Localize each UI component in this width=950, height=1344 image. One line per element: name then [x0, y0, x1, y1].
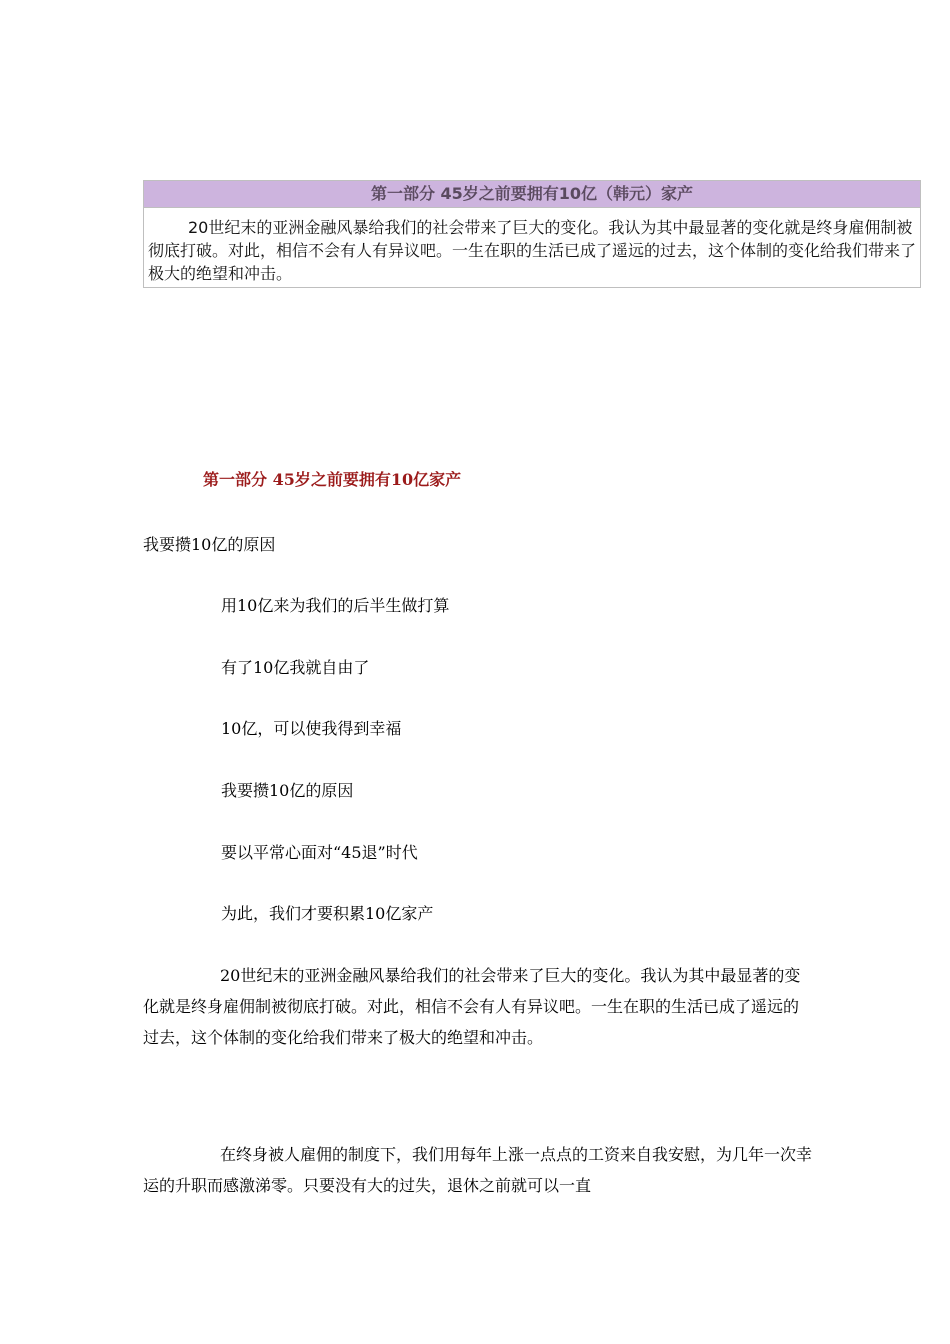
toc-item: 为此，我们才要积累10亿家产: [221, 904, 434, 923]
toc-item: 要以平常心面对“45退”时代: [221, 843, 418, 862]
document-title: 第一部分 45岁之前要拥有10亿家产: [203, 470, 462, 489]
section-heading: 我要攒10亿的原因: [143, 535, 276, 554]
body-paragraph: 20世纪末的亚洲金融风暴给我们的社会带来了巨大的变化。我认为其中最显著的变化就是终身雇佣制被彻底打破。对此，相信不会有人有异议吧。一生在职的生活已成了遥远的过去，这个体制的变化给我们带来了极大的绝望和冲击。: [143, 966, 801, 1047]
toc-item: 我要攒10亿的原因: [221, 781, 354, 800]
table-header: 第一部分 45岁之前要拥有10亿（韩元）家产: [144, 181, 920, 208]
toc-item: 10亿，可以使我得到幸福: [221, 719, 402, 738]
table-body-text: 20世纪末的亚洲金融风暴给我们的社会带来了巨大的变化。我认为其中最显著的变化就是终身雇佣制被彻底打破。对此，相信不会有人有异议吧。一生在职的生活已成了遥远的过去，这个体制的变化给我们带来了极大的绝望和冲击。: [148, 218, 917, 283]
toc-item: 用10亿来为我们的后半生做打算: [221, 596, 450, 615]
intro-table: [143, 180, 921, 288]
toc-item: 有了10亿我就自由了: [221, 658, 370, 677]
body-paragraph: 在终身被人雇佣的制度下，我们用每年上涨一点点的工资来自我安慰，为几年一次幸运的升职而感激涕零。只要没有大的过失，退休之前就可以一直: [143, 1145, 813, 1195]
